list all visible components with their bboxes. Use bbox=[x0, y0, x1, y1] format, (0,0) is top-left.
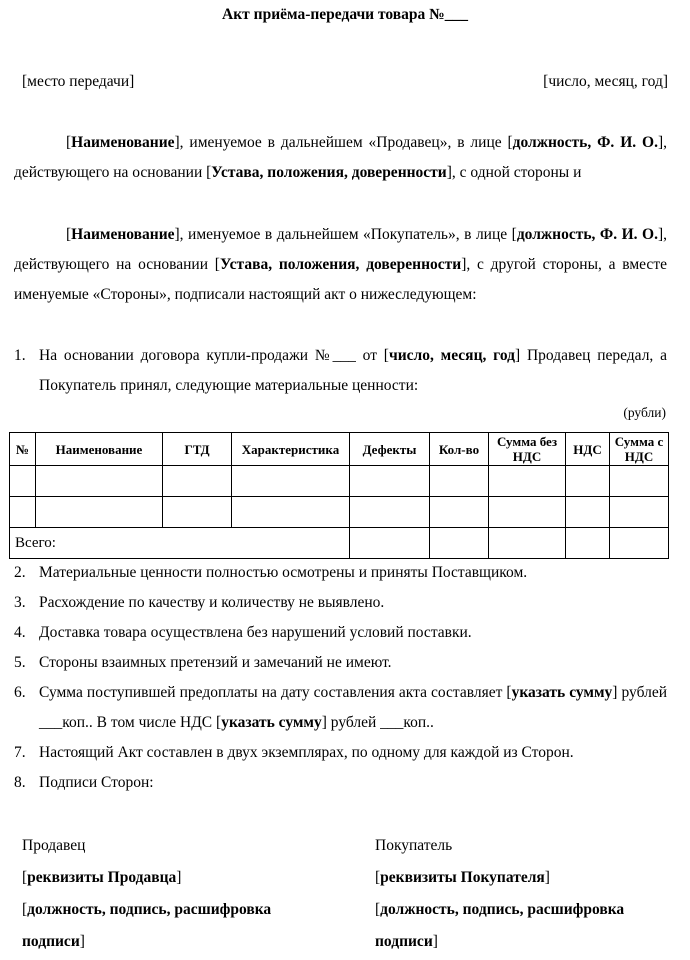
table-cell[interactable] bbox=[430, 497, 489, 528]
col-header-characteristic: Характеристика bbox=[232, 433, 350, 466]
buyer-party-paragraph: [Наименование], именуемое в дальнейшем «Покупатель», в лице [должность, Ф. И. О.], действующего на основании [Устава, положения, доверенности], с другой стороны, а вместе именуемые «Стороны», подписали настоящий акт о нижеследующем: bbox=[14, 226, 668, 303]
table-cell[interactable] bbox=[430, 528, 489, 559]
table-cell[interactable] bbox=[10, 497, 36, 528]
seller-basis-placeholder: Устава, положения, доверенности bbox=[211, 164, 447, 181]
col-header-sum-no-vat: Сумма без НДС bbox=[489, 433, 566, 466]
clause-4: 4. Доставка товара осуществлена без нарушений условий поставки. bbox=[14, 624, 472, 641]
buyer-name-placeholder: Наименование bbox=[71, 226, 175, 243]
total-label: Всего: bbox=[10, 528, 350, 559]
buyer-details: [реквизиты Покупателя] bbox=[375, 869, 550, 886]
table-cell[interactable] bbox=[566, 497, 610, 528]
table-cell[interactable] bbox=[489, 528, 566, 559]
col-header-defects: Дефекты bbox=[350, 433, 430, 466]
table-header-row bbox=[10, 433, 669, 466]
transfer-place: [место передачи] bbox=[22, 73, 135, 90]
seller-position-placeholder: должность, Ф. И. О. bbox=[512, 134, 658, 151]
table-cell[interactable] bbox=[36, 466, 163, 497]
buyer-label: Покупатель bbox=[375, 837, 453, 854]
prepayment-amount-placeholder: указать сумму bbox=[511, 684, 613, 701]
seller-name-placeholder: Наименование bbox=[71, 134, 175, 151]
buyer-sign-line-cont: подписи] bbox=[375, 933, 438, 950]
table-cell[interactable] bbox=[163, 497, 232, 528]
seller-details: [реквизиты Продавца] bbox=[22, 869, 182, 886]
table-cell[interactable] bbox=[489, 466, 566, 497]
table-cell[interactable] bbox=[566, 528, 610, 559]
seller-label: Продавец bbox=[22, 837, 86, 854]
clause-1: 1. На основании договора купли-продажи №___ от [число, месяц, год] Продавец передал, а Покупатель принял, следующие материальные ценности: bbox=[14, 347, 667, 394]
table-cell[interactable] bbox=[489, 497, 566, 528]
table-row bbox=[10, 466, 669, 497]
table-cell[interactable] bbox=[610, 528, 669, 559]
table-cell[interactable] bbox=[10, 466, 36, 497]
seller-sign-line: [должность, подпись, расшифровка bbox=[22, 901, 272, 918]
table-cell[interactable] bbox=[232, 466, 350, 497]
goods-table bbox=[9, 432, 669, 559]
clause-7: 7. Настоящий Акт составлен в двух экземплярах, по одному для каждой из Сторон. bbox=[14, 744, 574, 761]
seller-signature-block bbox=[22, 830, 342, 958]
col-header-name: Наименование bbox=[36, 433, 163, 466]
table-total-row bbox=[10, 528, 669, 559]
table-cell[interactable] bbox=[610, 497, 669, 528]
table-cell[interactable] bbox=[163, 466, 232, 497]
table-cell[interactable] bbox=[566, 466, 610, 497]
currency-note: (рубли) bbox=[623, 405, 666, 420]
contract-date-placeholder: число, месяц, год bbox=[388, 347, 515, 364]
col-header-number: № bbox=[10, 433, 36, 466]
table-cell[interactable] bbox=[232, 497, 350, 528]
col-header-gtd: ГТД bbox=[163, 433, 232, 466]
document-title: Акт приёма-передачи товара №___ bbox=[222, 6, 468, 23]
clause-8: 8. Подписи Сторон: bbox=[14, 774, 154, 791]
vat-amount-placeholder: указать сумму bbox=[221, 714, 322, 731]
buyer-basis-placeholder: Устава, положения, доверенности bbox=[219, 256, 462, 273]
clause-5: 5. Стороны взаимных претензий и замечаний не имеют. bbox=[14, 654, 392, 671]
col-header-sum-vat: Сумма с НДС bbox=[610, 433, 669, 466]
table-cell[interactable] bbox=[350, 466, 430, 497]
table-cell[interactable] bbox=[430, 466, 489, 497]
seller-party-paragraph: [Наименование], именуемое в дальнейшем «Продавец», в лице [должность, Ф. И. О.], действующего на основании [Устава, положения, доверенности], с одной стороны и bbox=[14, 134, 667, 181]
buyer-signature-block bbox=[375, 830, 675, 958]
table-cell[interactable] bbox=[610, 466, 669, 497]
buyer-sign-line: [должность, подпись, расшифровка bbox=[375, 901, 625, 918]
clause-2: 2. Материальные ценности полностью осмотрены и приняты Поставщиком. bbox=[14, 564, 528, 581]
clause-3: 3. Расхождение по качеству и количеству не выявлено. bbox=[14, 594, 385, 611]
document-date: [число, месяц, год] bbox=[543, 73, 668, 90]
clause-6: 6. Сумма поступившей предоплаты на дату составления акта составляет [указать сумму] рублей ___коп.. В том числе НДС [указать сумму] рублей ___коп.. bbox=[14, 684, 668, 731]
buyer-position-placeholder: должность, Ф. И. О. bbox=[516, 226, 658, 243]
col-header-vat: НДС bbox=[566, 433, 610, 466]
table-cell[interactable] bbox=[350, 528, 430, 559]
table-row bbox=[10, 497, 669, 528]
col-header-quantity: Кол-во bbox=[430, 433, 489, 466]
seller-sign-line-cont: подписи] bbox=[22, 933, 85, 950]
table-cell[interactable] bbox=[350, 497, 430, 528]
table-cell[interactable] bbox=[36, 497, 163, 528]
